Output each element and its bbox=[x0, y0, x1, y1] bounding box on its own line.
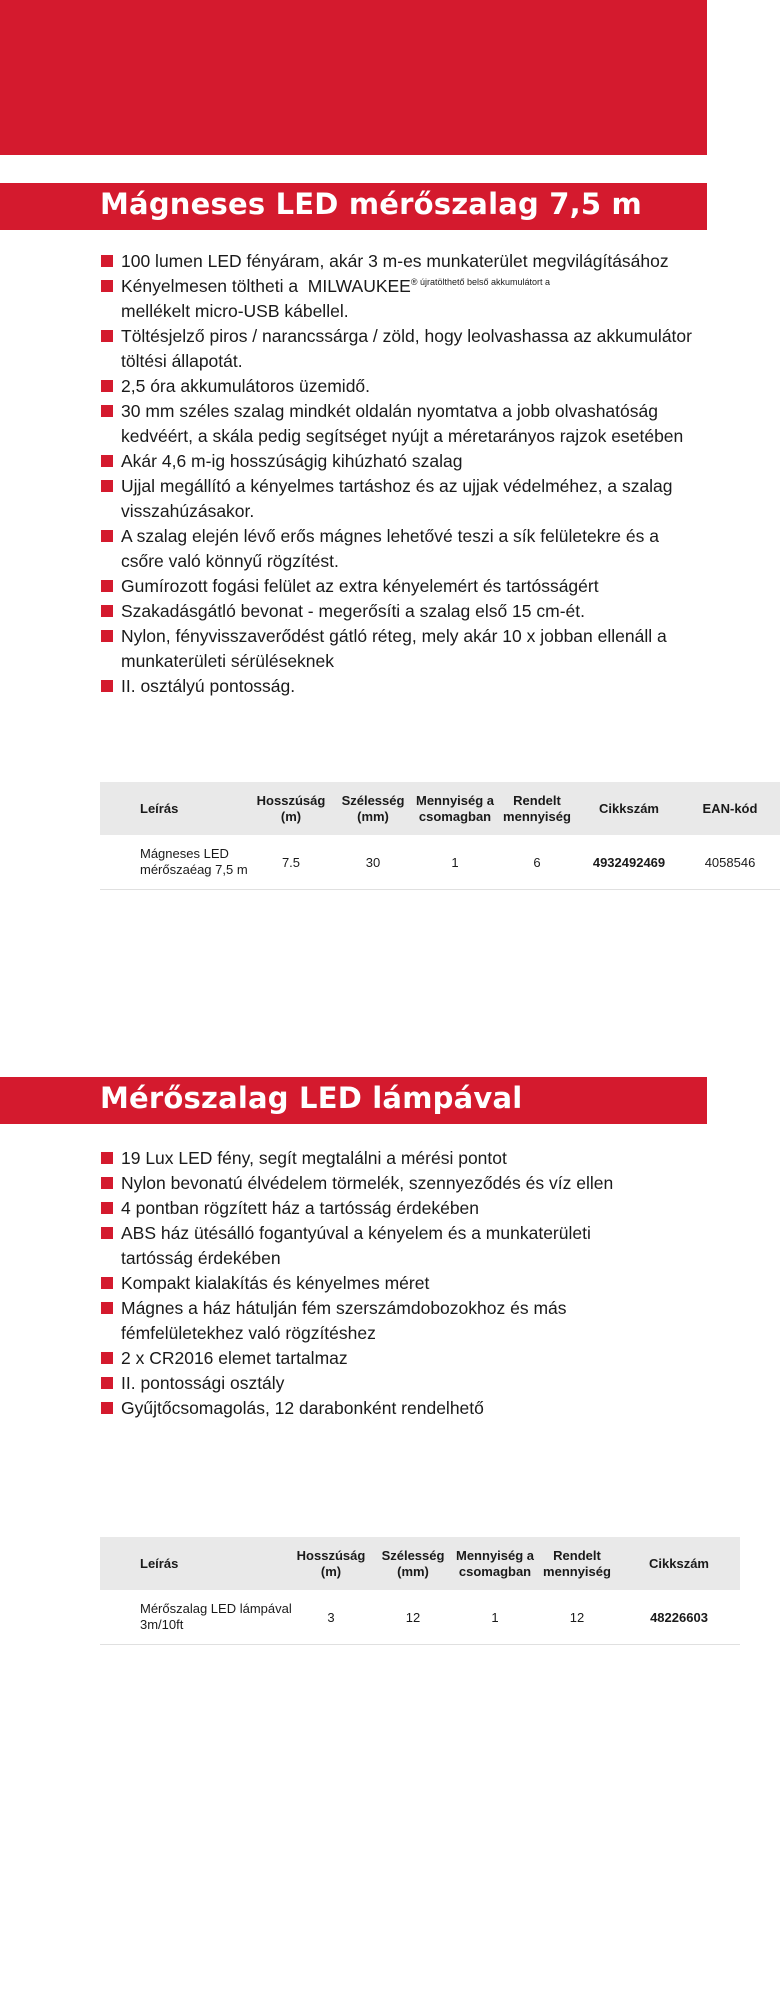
top-red-band bbox=[0, 0, 707, 155]
table-cell: 1 bbox=[414, 835, 496, 890]
bullet-square-icon bbox=[101, 1402, 113, 1414]
section-title: Mágneses LED mérőszalag 7,5 m bbox=[100, 187, 642, 221]
table-cell: 30 bbox=[332, 835, 414, 890]
bullet-square-icon bbox=[101, 680, 113, 692]
section-title-bar bbox=[0, 183, 707, 230]
feature-item: Kényelmesen töltheti a $MILWAUKEE^{® újratölthető belső akkumulátort a}$ mellékelt micro-USB kábellel. bbox=[100, 274, 707, 324]
feature-item: ABS ház ütésálló fogantyúval a kényelem és a munkaterületi tartósság érdekében bbox=[100, 1221, 707, 1271]
bullet-square-icon bbox=[101, 1177, 113, 1189]
feature-item: Nylon, fényvisszaverődést gátló réteg, mely akár 10 x jobban ellenáll a munkaterületi sérüléseknek bbox=[100, 624, 707, 674]
table-row bbox=[100, 835, 780, 890]
feature-item: Ujjal megállító a kényelmes tartáshoz és az ujjak védelméhez, a szalag visszahúzásakor. bbox=[100, 474, 707, 524]
table-cell: 4058546 bbox=[680, 835, 780, 890]
feature-item: Kompakt kialakítás és kényelmes méret bbox=[100, 1271, 707, 1296]
table-cell: 6 bbox=[496, 835, 578, 890]
product-table bbox=[100, 1537, 707, 1645]
bullet-square-icon bbox=[101, 1302, 113, 1314]
feature-item: 2,5 óra akkumulátoros üzemidő. bbox=[100, 374, 707, 399]
table-cell: 48226603 bbox=[618, 1590, 740, 1645]
feature-item: 19 Lux LED fény, segít megtalálni a mérési pontot bbox=[100, 1146, 707, 1171]
column-header: Cikkszám bbox=[649, 1555, 709, 1571]
bullet-square-icon bbox=[101, 255, 113, 267]
feature-item: Gyűjtőcsomagolás, 12 darabonként rendelhető bbox=[100, 1396, 707, 1421]
feature-item: Mágnes a ház hátulján fém szerszámdobozokhoz és más fémfelületekhez való rögzítéshez bbox=[100, 1296, 707, 1346]
column-header: Cikkszám bbox=[599, 800, 659, 816]
section-title: Mérőszalag LED lámpával bbox=[100, 1081, 523, 1115]
feature-item: II. pontossági osztály bbox=[100, 1371, 707, 1396]
column-header: Mennyiség a csomagban bbox=[456, 1547, 535, 1579]
table-cell: 1 bbox=[454, 1590, 536, 1645]
bullet-square-icon bbox=[101, 280, 113, 292]
feature-list bbox=[100, 249, 707, 699]
feature-item: 2 x CR2016 elemet tartalmaz bbox=[100, 1346, 707, 1371]
bullet-square-icon bbox=[101, 330, 113, 342]
feature-item: Töltésjelző piros / narancssárga / zöld, hogy leolvashassa az akkumulátor töltési állapotát. bbox=[100, 324, 707, 374]
table-cell: 7.5 bbox=[250, 835, 332, 890]
bullet-square-icon bbox=[101, 580, 113, 592]
feature-item: 100 lumen LED fényáram, akár 3 m-es munkaterület megvilágításához bbox=[100, 249, 707, 274]
table-cell: 12 bbox=[536, 1590, 618, 1645]
feature-list bbox=[100, 1146, 707, 1421]
column-header: Szélesség (mm) bbox=[381, 1547, 445, 1579]
table-header-row bbox=[100, 1537, 740, 1590]
bullet-square-icon bbox=[101, 1227, 113, 1239]
column-header: Rendelt mennyiség bbox=[543, 1547, 611, 1579]
column-header: EAN-kód bbox=[702, 800, 758, 816]
bullet-square-icon bbox=[101, 405, 113, 417]
column-header: Hosszúság (m) bbox=[296, 1547, 366, 1579]
column-header: Leírás bbox=[140, 1555, 179, 1571]
feature-item: 4 pontban rögzített ház a tartósság érdekében bbox=[100, 1196, 707, 1221]
feature-item: II. osztályú pontosság. bbox=[100, 674, 707, 699]
bullet-square-icon bbox=[101, 1202, 113, 1214]
bullet-square-icon bbox=[101, 1277, 113, 1289]
bullet-square-icon bbox=[101, 380, 113, 392]
bullet-square-icon bbox=[101, 480, 113, 492]
column-header: Szélesség (mm) bbox=[341, 792, 405, 824]
table-cell: Mérőszalag LED lámpával 3m/10ft bbox=[100, 1590, 290, 1645]
column-header: Mennyiség a csomagban bbox=[416, 792, 495, 824]
bullet-square-icon bbox=[101, 630, 113, 642]
bullet-square-icon bbox=[101, 1352, 113, 1364]
bullet-square-icon bbox=[101, 1152, 113, 1164]
bullet-square-icon bbox=[101, 1377, 113, 1389]
table-row bbox=[100, 1590, 740, 1645]
feature-item: Szakadásgátló bevonat - megerősíti a szalag első 15 cm-ét. bbox=[100, 599, 707, 624]
feature-item: Gumírozott fogási felület az extra kényelemért és tartósságért bbox=[100, 574, 707, 599]
table-cell: Mágneses LED mérőszaéag 7,5 m bbox=[100, 835, 250, 890]
section-title-bar bbox=[0, 1077, 707, 1124]
table-cell: 12 bbox=[372, 1590, 454, 1645]
product-table bbox=[100, 782, 758, 890]
feature-item: A szalag elején lévő erős mágnes lehetővé teszi a sík felületekre és a csőre való könnyű rögzítést. bbox=[100, 524, 707, 574]
feature-item: Akár 4,6 m-ig hosszúságig kihúzható szalag bbox=[100, 449, 707, 474]
column-header: Rendelt mennyiség bbox=[503, 792, 571, 824]
table-header-row bbox=[100, 782, 780, 835]
column-header: Hosszúság (m) bbox=[256, 792, 326, 824]
bullet-square-icon bbox=[101, 605, 113, 617]
column-header: Leírás bbox=[140, 800, 179, 816]
bullet-square-icon bbox=[101, 530, 113, 542]
table-cell: 3 bbox=[290, 1590, 372, 1645]
feature-item: 30 mm széles szalag mindkét oldalán nyomtatva a jobb olvashatóság kedvéért, a skála pedig segítséget nyújt a méretarányos rajzok esetében bbox=[100, 399, 707, 449]
table-cell: 4932492469 bbox=[578, 835, 680, 890]
feature-item: Nylon bevonatú élvédelem törmelék, szennyeződés és víz ellen bbox=[100, 1171, 707, 1196]
bullet-square-icon bbox=[101, 455, 113, 467]
